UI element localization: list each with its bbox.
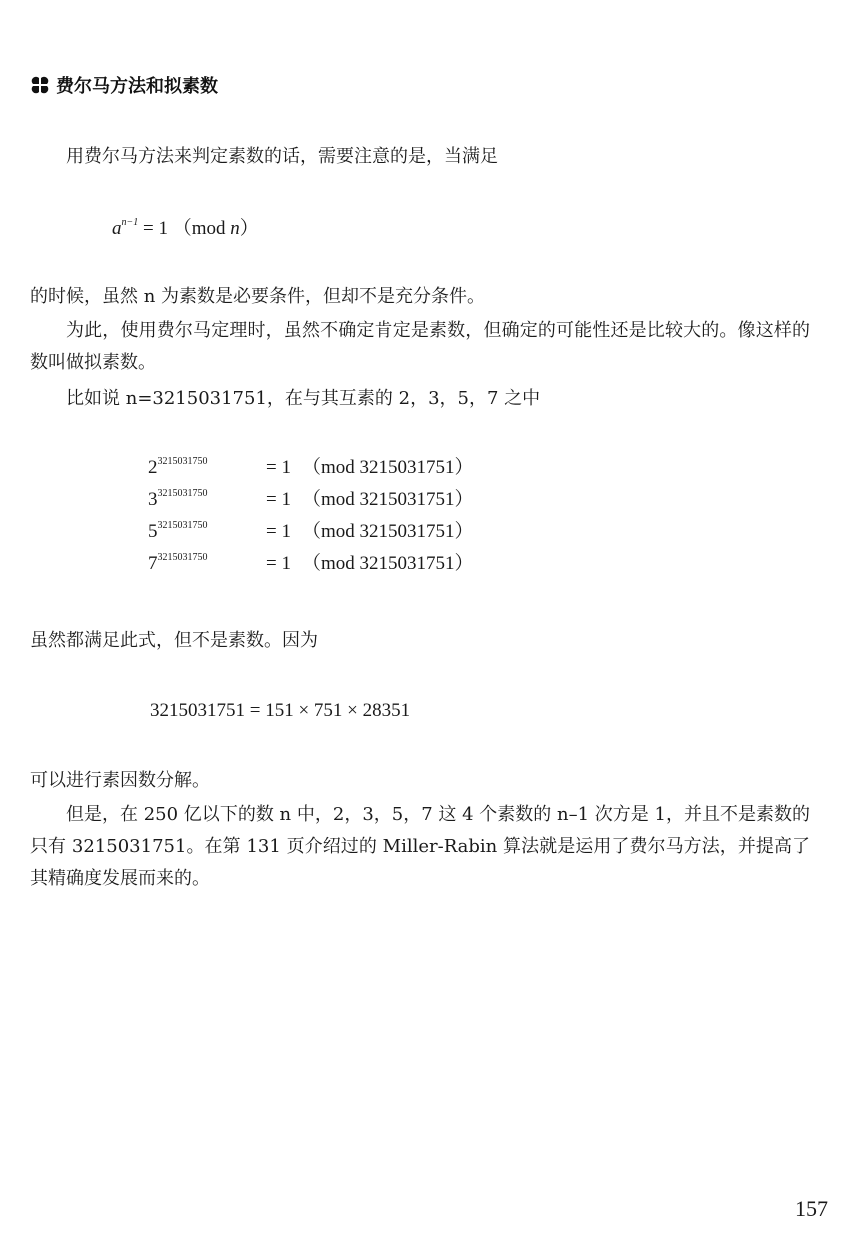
congruence-mod: （mod 3215031751） bbox=[302, 553, 474, 574]
paragraph-example: 比如说 n=3215031751，在与其互素的 2，3，5，7 之中 bbox=[66, 388, 541, 409]
congruence-exponent: 3215031750 bbox=[157, 520, 208, 531]
formula-base: a bbox=[112, 218, 122, 239]
paragraph-not-prime: 虽然都满足此式，但不是素数。因为 bbox=[30, 630, 318, 651]
formula-exponent: n−1 bbox=[121, 217, 139, 228]
congruence-exponent: 3215031750 bbox=[157, 456, 208, 467]
page-number: 157 bbox=[795, 1196, 828, 1221]
congruence-equals: = 1 bbox=[266, 457, 291, 478]
congruence-exponent: 3215031750 bbox=[157, 552, 208, 563]
fermat-formula bbox=[112, 213, 259, 240]
congruence-row bbox=[148, 516, 474, 548]
formula-mod-open: （mod bbox=[172, 218, 226, 239]
congruence-base: 5 bbox=[148, 521, 158, 542]
congruence-exponent: 3215031750 bbox=[157, 488, 208, 499]
section-header bbox=[30, 72, 218, 98]
congruence-equals: = 1 bbox=[266, 521, 291, 542]
paragraph-factorization: 可以进行素因数分解。 bbox=[30, 770, 210, 791]
congruence-mod: （mod 3215031751） bbox=[302, 457, 474, 478]
congruence-mod: （mod 3215031751） bbox=[302, 521, 474, 542]
formula-mod-close: ） bbox=[239, 218, 259, 239]
congruence-base: 7 bbox=[148, 553, 158, 574]
clover-icon bbox=[30, 75, 50, 95]
section-title: 费尔马方法和拟素数 bbox=[56, 76, 218, 97]
factorization-formula: 3215031751 = 151 × 751 × 28351 bbox=[150, 700, 411, 721]
congruence-row bbox=[148, 484, 474, 516]
congruence-row bbox=[148, 452, 474, 484]
congruence-base: 2 bbox=[148, 457, 158, 478]
congruence-equals: = 1 bbox=[266, 489, 291, 510]
formula-equals: = 1 bbox=[143, 218, 168, 239]
congruence-base: 3 bbox=[148, 489, 158, 510]
congruence-equals: = 1 bbox=[266, 553, 291, 574]
congruence-row bbox=[148, 548, 474, 580]
paragraph-pseudoprime: 为此，使用费尔马定理时，虽然不确定肯定是素数，但确定的可能性还是比较大的。像这样的数叫做拟素数。 bbox=[30, 320, 810, 373]
paragraph-condition: 的时候，虽然 n 为素数是必要条件，但却不是充分条件。 bbox=[30, 286, 486, 307]
paragraph-miller-rabin: 但是，在 250 亿以下的数 n 中，2，3，5，7 这 4 个素数的 n–1 次方是 1，并且不是素数的只有 3215031751。在第 131 页介绍过的 Miller-Rabin 算法就是运用了费尔马方法，并提高了其精确度发展而来的。 bbox=[30, 804, 810, 889]
congruence-block bbox=[148, 452, 474, 580]
congruence-mod: （mod 3215031751） bbox=[302, 489, 474, 510]
formula-mod-var: n bbox=[230, 218, 240, 239]
paragraph-intro: 用费尔马方法来判定素数的话，需要注意的是，当满足 bbox=[66, 146, 498, 167]
